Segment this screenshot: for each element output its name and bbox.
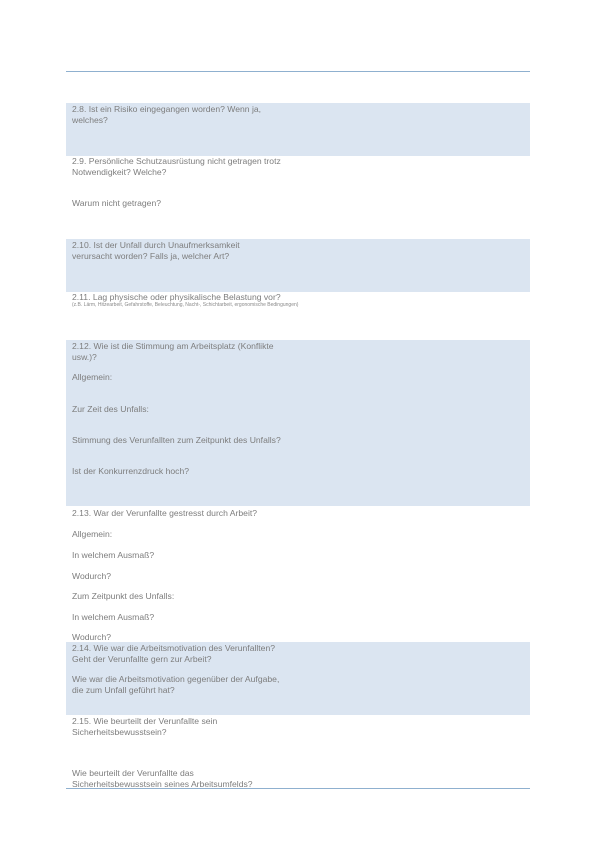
section-2-12-background bbox=[66, 340, 530, 506]
question-2-12-item: Ist der Konkurrenzdruck hoch? bbox=[72, 466, 190, 476]
question-2-9-followup: Warum nicht getragen? bbox=[72, 198, 162, 208]
question-2-13-item: Wodurch? bbox=[72, 632, 112, 642]
top-rule bbox=[66, 71, 530, 72]
question-2-13: 2.13. War der Verunfallte gestresst durch Arbeit? bbox=[72, 508, 258, 518]
question-2-15: 2.15. Wie beurteilt der Verunfallte sein Sicherheitsbewusstsein? bbox=[72, 716, 218, 737]
bottom-rule bbox=[66, 788, 530, 789]
question-2-8: 2.8. Ist ein Risiko eingegangen worden? Wenn ja, welches? bbox=[72, 104, 262, 125]
question-2-13-item: Wodurch? bbox=[72, 571, 112, 581]
question-2-13-item: Zum Zeitpunkt des Unfalls: bbox=[72, 591, 175, 601]
question-2-12: 2.12. Wie ist die Stimmung am Arbeitsplatz (Konflikte usw.)? bbox=[72, 341, 274, 362]
question-2-11: 2.11. Lag physische oder physikalische Belastung vor? bbox=[72, 292, 281, 302]
question-2-10: 2.10. Ist der Unfall durch Unaufmerksamkeit verursacht worden? Falls ja, welcher Art? bbox=[72, 240, 240, 261]
question-2-12-item: Allgemein: bbox=[72, 372, 113, 382]
question-2-12-item: Zur Zeit des Unfalls: bbox=[72, 404, 149, 414]
question-2-14: 2.14. Wie war die Arbeitsmotivation des Verunfallten? Geht der Verunfallte gern zur Arbeit? bbox=[72, 643, 276, 664]
question-2-13-item: In welchem Ausmaß? bbox=[72, 612, 155, 622]
question-2-15-followup: Wie beurteilt der Verunfallte das Sicherheitsbewusstsein seines Arbeitsumfelds? bbox=[72, 768, 253, 789]
question-2-13-item: Allgemein: bbox=[72, 529, 113, 539]
question-2-11-note: (z.B. Lärm, Hitzearbeit, Gefahrstoffe, Beleuchtung, Nacht-, Schichtarbeit, ergonomische Bedingungen) bbox=[72, 302, 299, 308]
question-2-12-item: Stimmung des Verunfallten zum Zeitpunkt des Unfalls? bbox=[72, 435, 281, 445]
question-2-14-followup: Wie war die Arbeitsmotivation gegenüber der Aufgabe, die zum Unfall geführt hat? bbox=[72, 674, 280, 695]
question-2-9: 2.9. Persönliche Schutzausrüstung nicht getragen trotz Notwendigkeit? Welche? bbox=[72, 156, 281, 177]
question-2-13-item: In welchem Ausmaß? bbox=[72, 550, 155, 560]
